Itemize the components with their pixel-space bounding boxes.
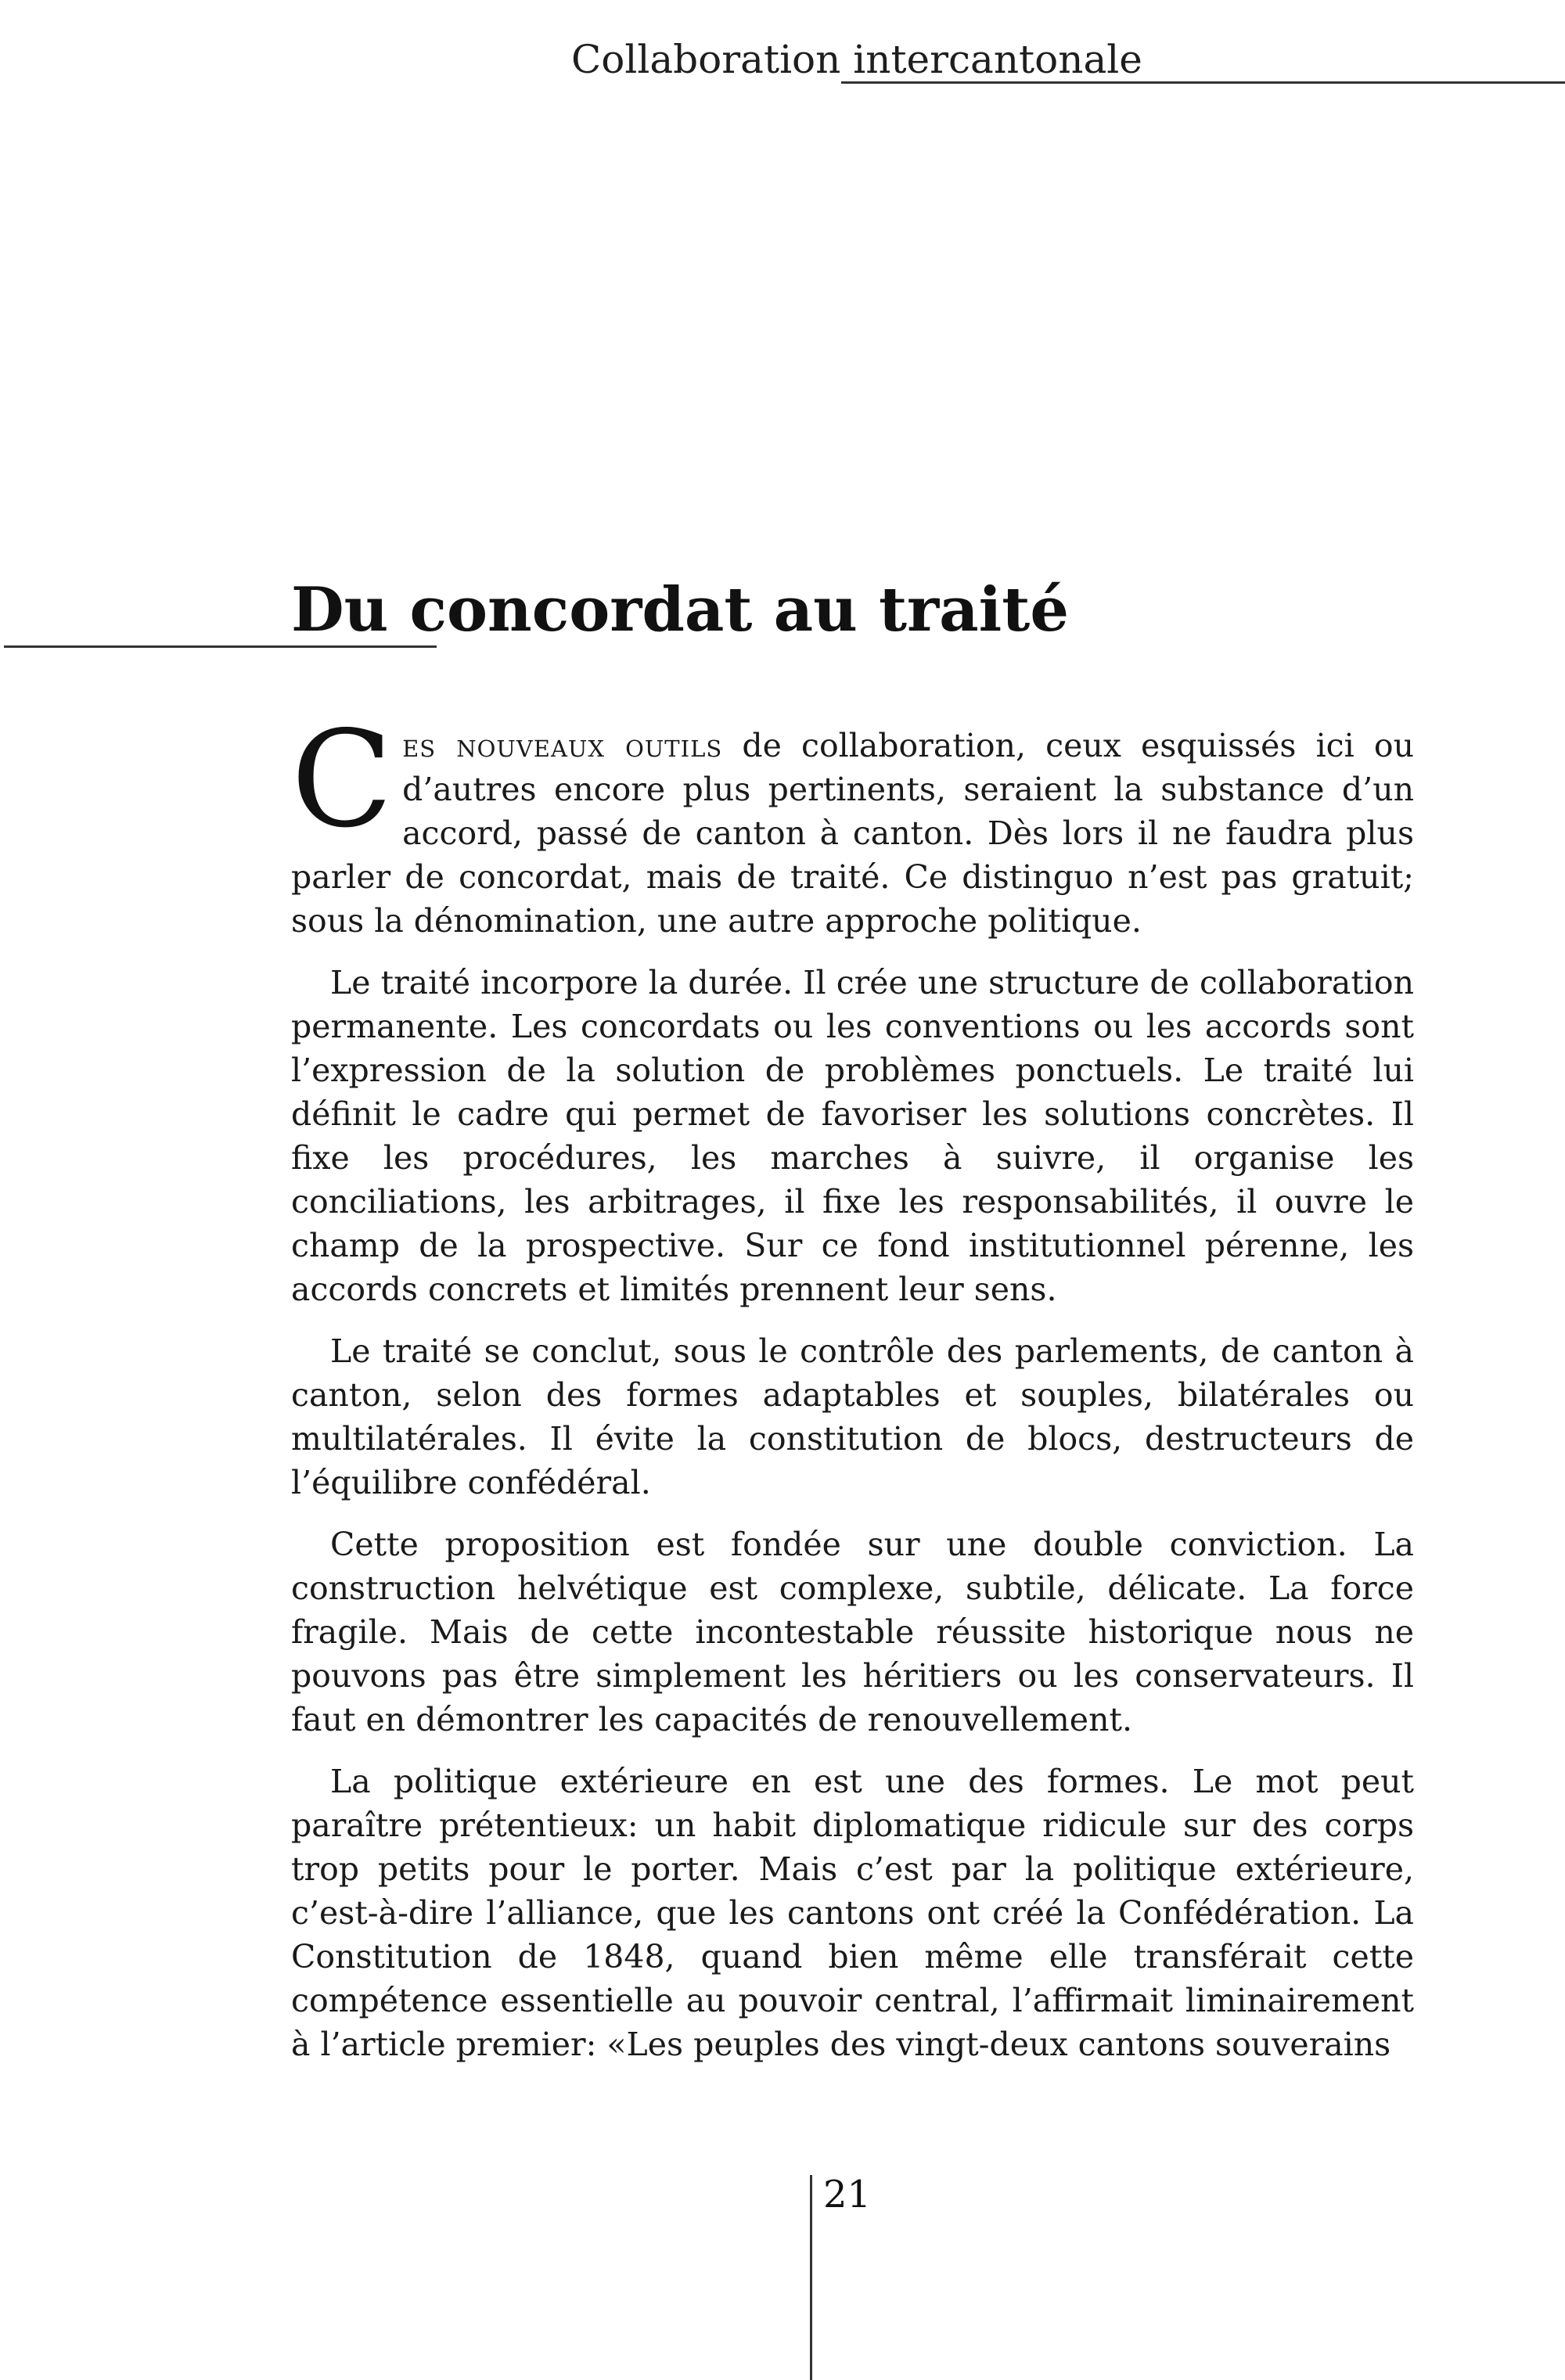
folio-rule <box>810 2175 812 2380</box>
paragraph-1 <box>291 703 1414 943</box>
paragraph-4: Cette proposition est fondée sur une double conviction. La construction helvétique est complexe, subtile, délicate. La force fragile. Mais de cette incontestable réussite historique nous ne pouvons pas être simplement les héritiers ou les conservateurs. Il faut en démontrer les capacités de renouvellement. <box>291 1526 1414 1738</box>
header-rule <box>841 81 1565 84</box>
paragraph-5: La politique extérieure en est une des formes. Le mot peut paraître prétentieux: un habit diplomatique ridicule sur des corps trop petits pour le porter. Mais c’est par la politique extérieure, c’est-à-dire l’alliance, que les cantons ont créé la Confédération. La Constitution de 1848, quand bien même elle transférait cette compétence essentielle au pouvoir central, l’affirmait liminairement à l’article premier: «Les peuples des vingt-deux cantons souverains <box>291 1763 1414 2063</box>
page-number: 21 <box>823 2173 872 2216</box>
chapter-title: Du concordat au traité <box>291 574 1069 645</box>
drop-cap: C <box>291 703 394 857</box>
running-head: Collaboration intercantonale <box>571 37 1142 82</box>
paragraph-3: Le traité se conclut, sous le contrôle des parlements, de canton à canton, selon des formes adaptables et souples, bilatérales ou multilatérales. Il évite la constitution de blocs, destructeurs de l’équilibre confédéral. <box>291 1332 1414 1501</box>
title-rule <box>4 645 437 648</box>
body-text <box>291 703 1414 2084</box>
paragraph-2: Le traité incorpore la durée. Il crée une structure de collaboration permanente. Les concordats ou les conventions ou les accords sont l’expression de la solution de problèmes ponctuels. Le traité lui définit le cadre qui permet de favoriser les solutions concrètes. Il fixe les procédures, les marches à suivre, il organise les conciliations, les arbitrages, il fixe les responsabilités, il ouvre le champ de la prospective. Sur ce fond institutionnel pérenne, les accords concrets et limités prennent leur sens. <box>291 964 1414 1308</box>
paragraph-1-text: de collaboration, ceux esquissés ici ou d’autres encore plus pertinents, seraient la substance d’un accord, passé de canton à canton. Dès lors il ne faudra plus parler de concordat, mais de traité. Ce distinguo n’est pas gratuit; sous la dénomination, une autre approche politique. <box>291 727 1414 940</box>
lead-in-small-caps: es nouveaux outils <box>402 727 723 764</box>
